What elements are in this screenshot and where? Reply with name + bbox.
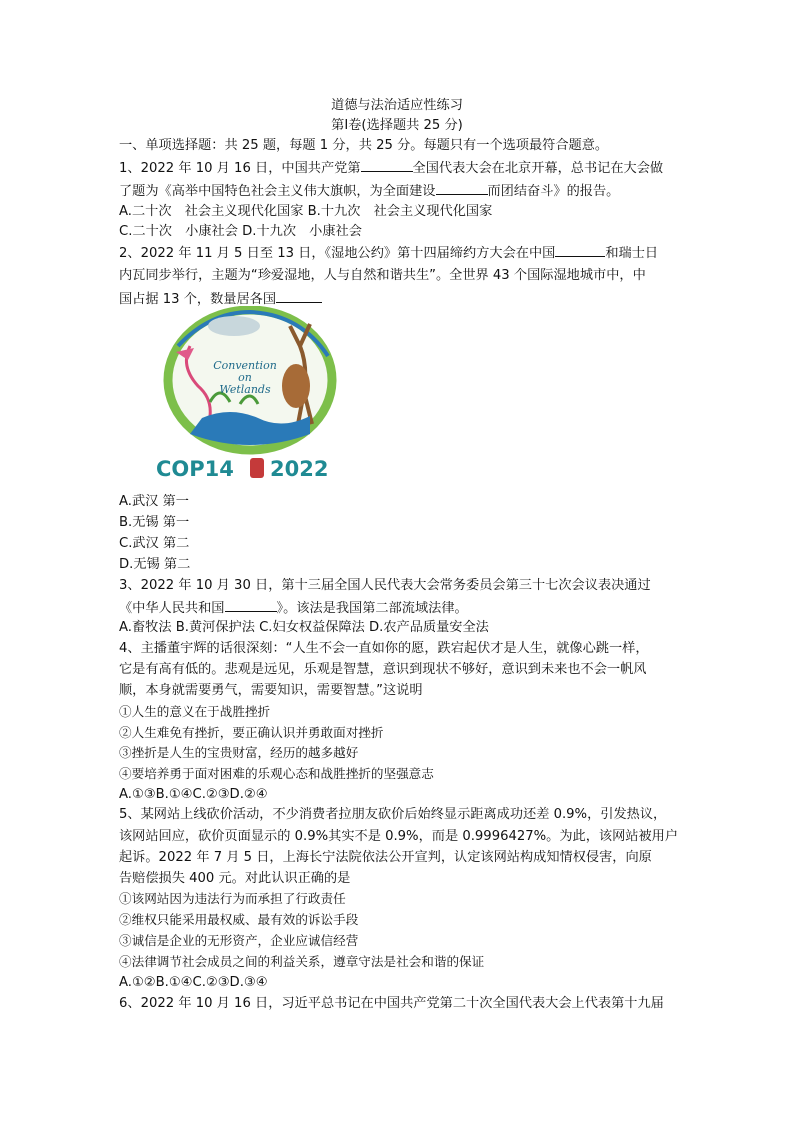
q2-line-2: 内瓦同步举行，主题为“珍爱湿地，人与自然和谐共生”。全世界 43 个国际湿地城市中，中 <box>119 268 646 283</box>
page-title: 道德与法治适应性练习 <box>331 98 463 113</box>
q4-statement-2: ②人生难免有挫折，要正确认识并勇敢面对挫折 <box>119 725 384 740</box>
logo-footer-cop14: COP14 <box>156 457 234 481</box>
q1-options-1: A.二十次 社会主义现代化国家 B.十九次 社会主义现代化国家 <box>119 204 493 219</box>
q5-statement-1: ①该网站因为违法行为而承担了行政责任 <box>119 891 346 906</box>
q5-line-3: 起诉。2022 年 7 月 5 日，上海长宁法院依法公开宣判，认定该网站构成知情权侵害，向原 <box>119 850 652 865</box>
q2-option-a: A.武汉 第一 <box>119 494 189 509</box>
cop14-wetlands-logo <box>150 306 350 484</box>
q2-option-d: D.无锡 第二 <box>119 557 191 572</box>
dolphin-icon <box>208 316 260 336</box>
seal-icon <box>250 458 264 478</box>
q2-text-c: 国占据 13 个，数量居各国 <box>119 292 277 307</box>
section-intro: 一、单项选择题：共 25 题，每题 1 分，共 25 分。每题只有一个选项最符合题意。 <box>119 138 609 153</box>
q5-line-1: 5、某网站上线砍价活动，不少消费者拉朋友砍价后始终显示距离成功还差 0.9%，引发热议， <box>119 807 667 822</box>
q1-blank-1 <box>361 157 413 172</box>
logo-text-on: on <box>238 371 252 384</box>
q2-line-1 <box>119 242 679 264</box>
q4-line-2: 它是有高有低的。悲观是远见，乐观是智慧，意识到现状不够好，意识到未来也不会一帆风 <box>119 662 647 677</box>
q3-line-1: 3、2022 年 10 月 30 日，第十三届全国人民代表大会常务委员会第三十七次会议表决通过 <box>119 578 651 593</box>
q4-statement-4: ④要培养勇于面对困难的乐观心态和战胜挫折的坚强意志 <box>119 766 434 781</box>
deer-body-icon <box>282 364 310 408</box>
q4-statement-1: ①人生的意义在于战胜挫折 <box>119 704 271 719</box>
q4-line-3: 顺，本身就需要勇气，需要知识，需要智慧。”这说明 <box>119 683 423 698</box>
q4-options: A.①③B.①④C.②③D.②④ <box>119 787 268 802</box>
q1-line-1 <box>119 157 679 179</box>
q4-line-1: 4、主播董宇辉的话很深刻：“人生不会一直如你的愿，跌宕起伏才是人生，就像心跳一样， <box>119 641 649 656</box>
q1-text-d: 而团结奋斗》的报告。 <box>487 184 620 199</box>
q5-statement-3: ③诚信是企业的无形资产，企业应诚信经营 <box>119 933 359 948</box>
q1-text-c: 了题为《高举中国特色社会主义伟大旗帜，为全面建设 <box>119 184 436 199</box>
q3-text-b: 》。该法是我国第二部流域法律。 <box>276 601 468 616</box>
q2-blank-1 <box>555 242 605 257</box>
logo-text-wetlands: Wetlands <box>219 383 271 396</box>
q2-option-c: C.武汉 第二 <box>119 536 190 551</box>
q5-statement-4: ④法律调节社会成员之间的利益关系，遵章守法是社会和谐的保证 <box>119 954 485 969</box>
q5-options: A.①②B.①④C.②③D.③④ <box>119 975 268 990</box>
logo-footer-2022: 2022 <box>270 457 329 481</box>
q6-line-1: 6、2022 年 10 月 16 日，习近平总书记在中国共产党第二十次全国代表大会上代表第十九届 <box>119 996 664 1011</box>
q1-line-2 <box>119 180 679 202</box>
q3-text-a: 《中华人民共和国 <box>119 601 225 616</box>
q1-blank-2 <box>436 180 488 195</box>
q1-options-2: C.二十次 小康社会 D.十九次 小康社会 <box>119 224 362 239</box>
q1-text-a: 1、2022 年 10 月 16 日，中国共产党第 <box>119 161 361 176</box>
q4-statement-3: ③挫折是人生的宝贵财富，经历的越多越好 <box>119 745 359 760</box>
q2-blank-2 <box>276 288 322 303</box>
logo-text-convention: Convention <box>213 359 277 372</box>
q5-line-2: 该网站回应，砍价页面显示的 0.9%其实不是 0.9%，而是 0.9996427%。为此，该网站被用户 <box>119 829 679 844</box>
q5-line-4: 告赔偿损失 400 元。对此认识正确的是 <box>119 871 351 886</box>
section-title: 第Ⅰ卷(选择题共 25 分) <box>331 118 463 133</box>
q5-statement-2: ②维权只能采用最权威、最有效的诉讼手段 <box>119 912 359 927</box>
q3-line-2 <box>119 597 679 619</box>
q3-blank <box>225 597 277 612</box>
q2-option-b: B.无锡 第一 <box>119 515 190 530</box>
q3-options: A.畜牧法 B.黄河保护法 C.妇女权益保障法 D.农产品质量安全法 <box>119 620 489 635</box>
q2-text-b: 和瑞士日 <box>605 246 659 261</box>
q1-text-b: 全国代表大会在北京开幕，总书记在大会做 <box>412 161 664 176</box>
q2-text-a: 2、2022 年 11 月 5 日至 13 日，《湿地公约》第十四届缔约方大会在中国 <box>119 246 556 261</box>
